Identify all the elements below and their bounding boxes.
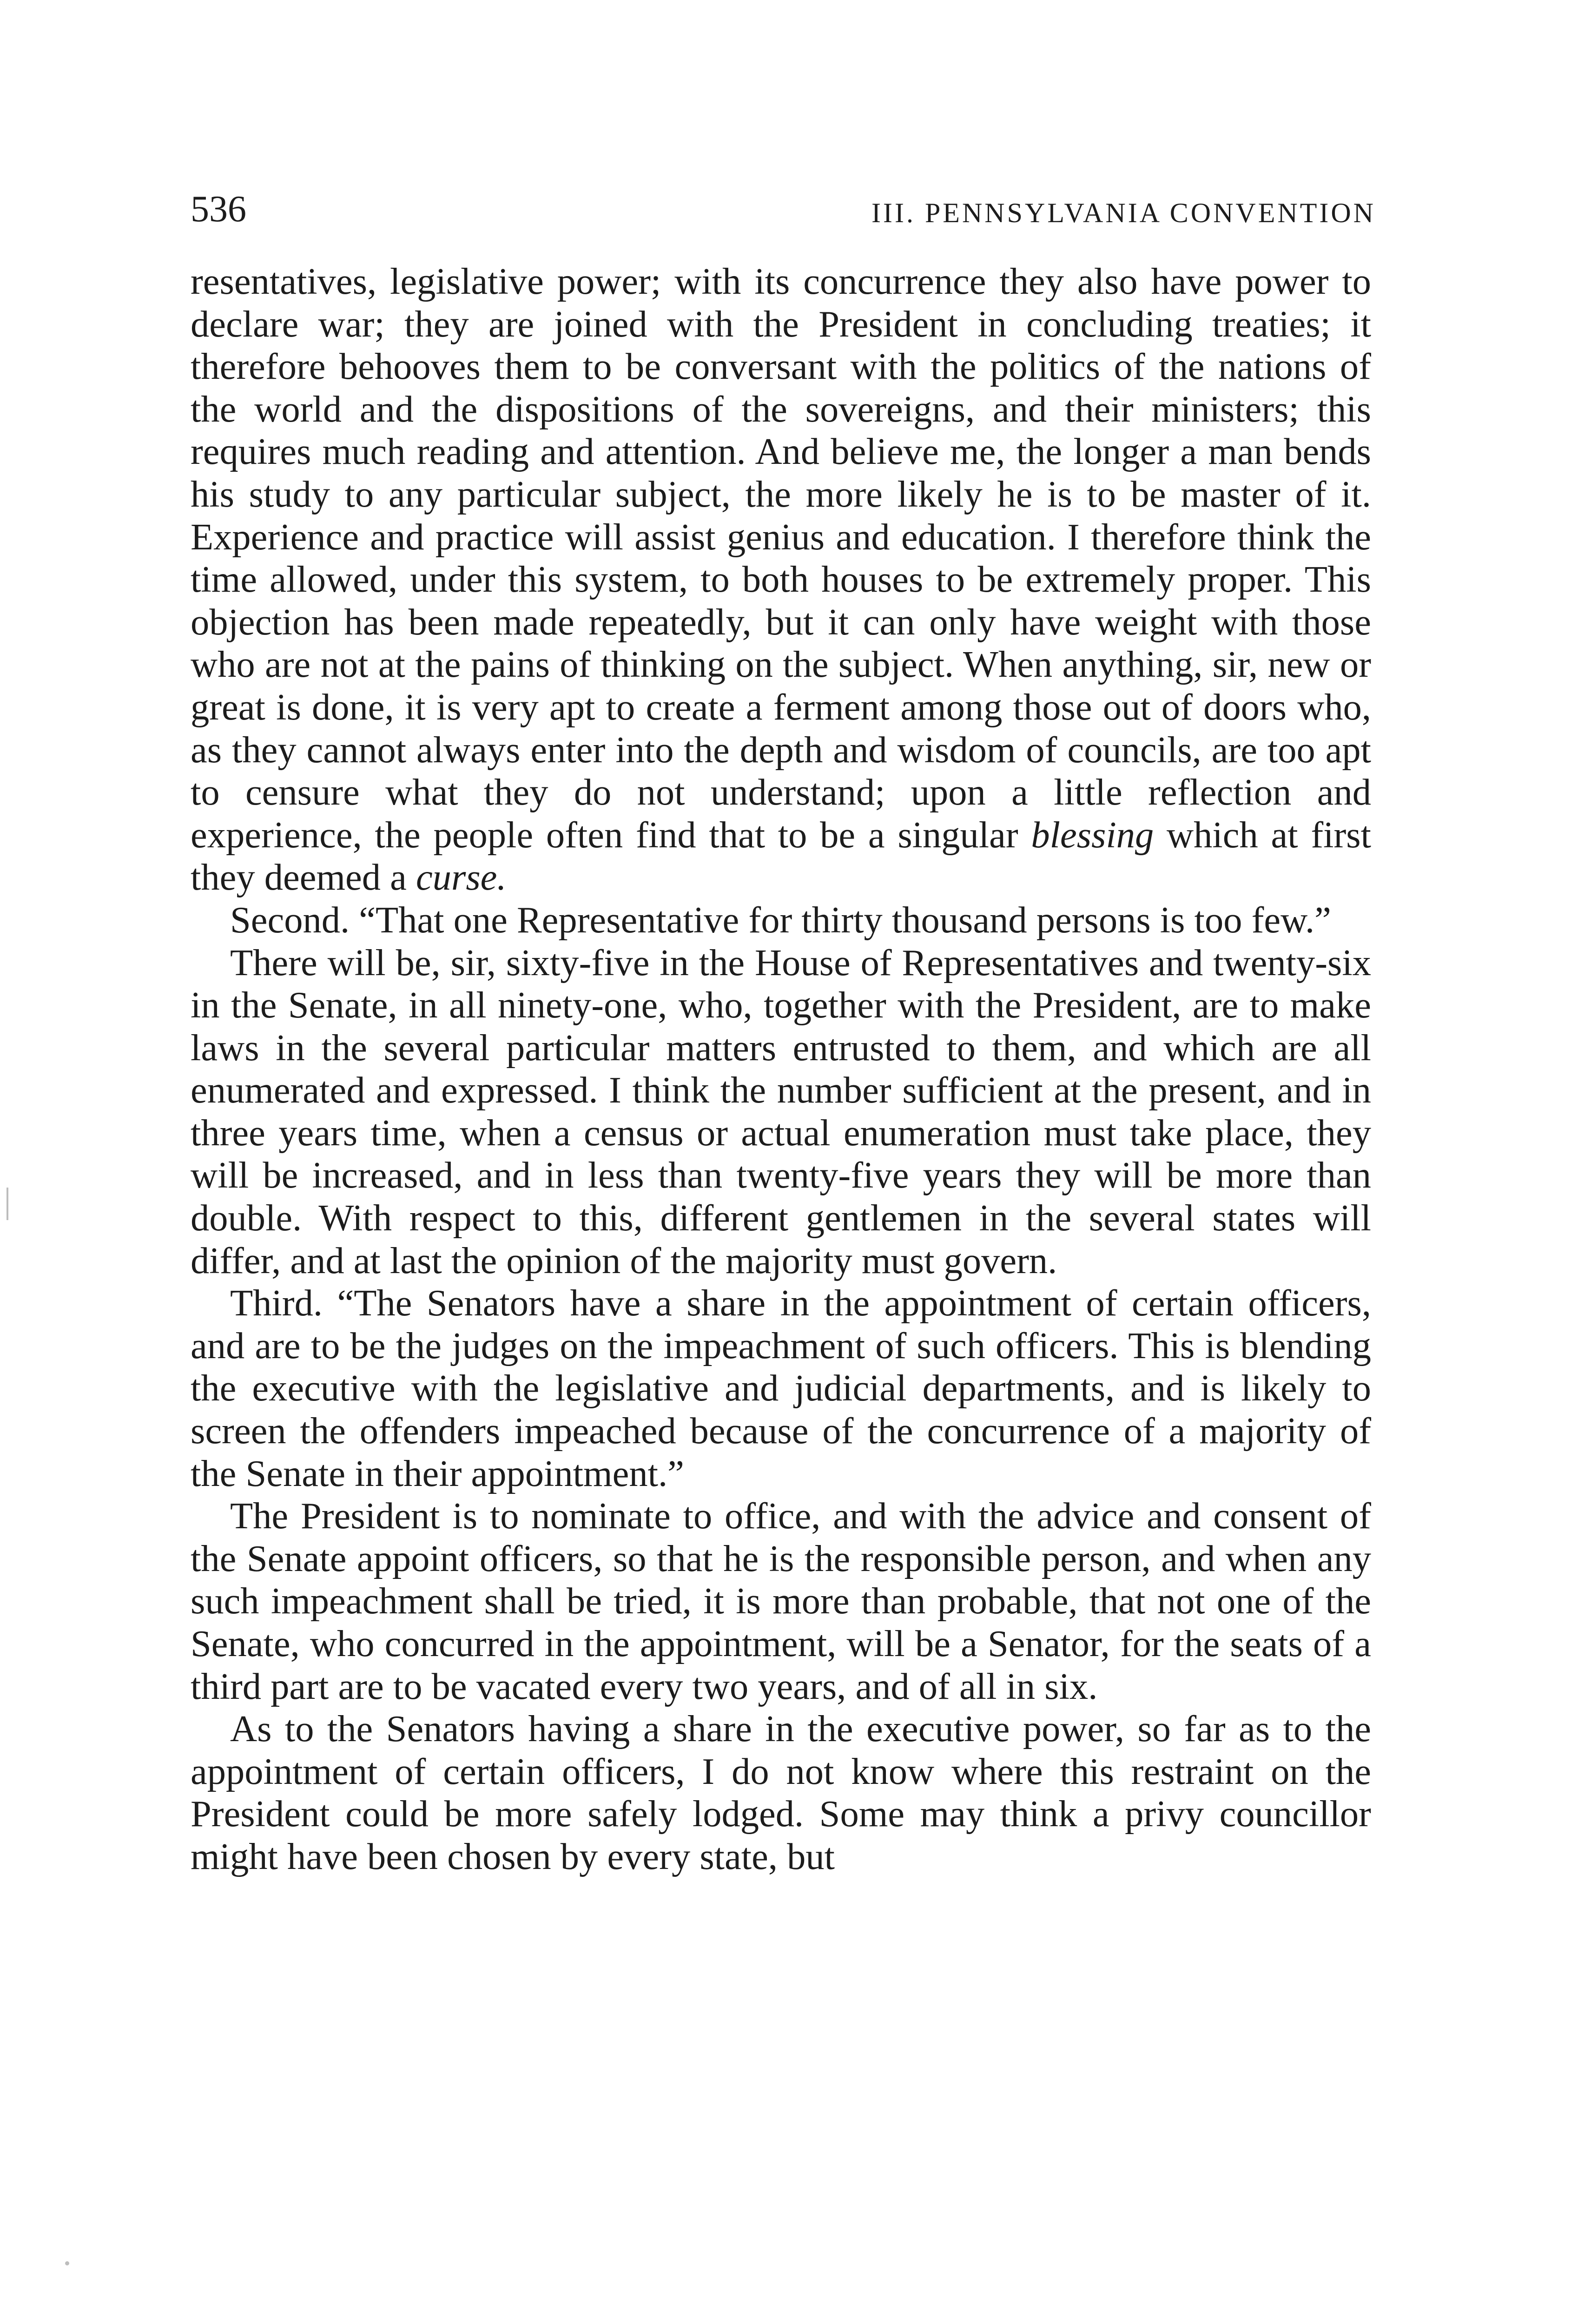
paragraph-text: There will be, sir, sixty-five in the House of Representatives and twenty-six in the Senate, in all ninety-one, who, together with the President, are to make laws in the several particular matters entrusted to them, and which are all enumerated and expressed. I think the number sufficient at the present, and in three years time, when a census or actual enumeration must take place, they will be increased, and in less than twenty-five years they will be more than double. With respect to this, different gentlemen in the several states will differ, and at last the opinion of the majority must govern. [191,942,1371,1281]
paragraph [191,260,1371,899]
italic-word-blessing: blessing [1031,814,1154,856]
margin-speck [65,2261,69,2265]
page-header [191,184,1376,235]
paragraph [191,1708,1371,1878]
italic-word-curse: curse. [416,857,507,898]
paragraph-text: resentatives, legislative power; with its concurrence they also have power to declare war; they are joined with the President in concluding treaties; it therefore behooves them to be conversant with the politics of the nations of the world and the dispositions of the sovereigns, and their ministers; this requires much reading and attention. And believe me, the longer a man bends his study to any particular subject, the more likely he is to be master of it. Experience and practice will assist genius and education. I therefore think the time allowed, under this system, to both houses to be extremely proper. This objection has been made repeatedly, but it can only have weight with those who are not at the pains of thinking on the subject. When anything, sir, new or great is done, it is very apt to create a ferment among those out of doors who, as they cannot always enter into the depth and wisdom of councils, are too apt to censure what they do not understand; upon a little reflection and experience, the people often find that to be a singular [191,261,1371,856]
paragraph-text: which at first they deemed a [191,814,1371,898]
paragraph-text: The President is to nominate to office, and with the advice and consent of the Senate appoint officers, so that he is the responsible person, and when any such impeachment shall be tried, it is more than probable, that not one of the Senate, who concurred in the appointment, will be a Senator, for the seats of a third part are to be vacated every two years, and of all in six. [191,1495,1371,1707]
running-head: III. PENNSYLVANIA CONVENTION [871,198,1376,228]
paragraph [191,899,1371,942]
paragraph [191,942,1371,1282]
page-number: 536 [191,189,246,230]
margin-mark [7,1188,8,1220]
paragraph [191,1282,1371,1495]
paragraph [191,1495,1371,1708]
paragraph-text: Second. “That one Representative for thirty thousand persons is too few.” [230,899,1331,941]
body-text [191,260,1371,1878]
paragraph-text: Third. “The Senators have a share in the appointment of certain officers, and are to be the judges on the impeachment of such officers. This is blending the executive with the legislative and judicial departments, and is likely to screen the offenders impeached because of the concurrence of a majority of the Senate in their appointment.” [191,1282,1371,1494]
paragraph-text: As to the Senators having a share in the executive power, so far as to the appointment of certain officers, I do not know where this restraint on the President could be more safely lodged. Some may think a privy councillor might have been chosen by every state, but [191,1708,1371,1877]
